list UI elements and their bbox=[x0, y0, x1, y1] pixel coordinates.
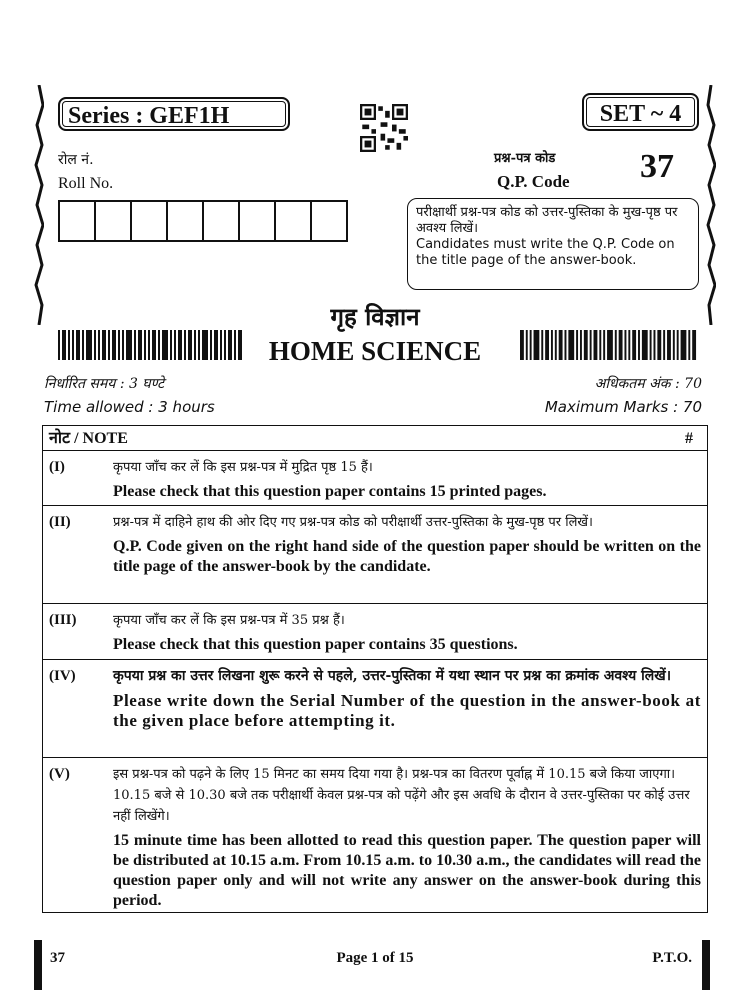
roll-no-box[interactable] bbox=[276, 202, 312, 240]
note-number: (II) bbox=[49, 514, 71, 530]
roll-no-box[interactable] bbox=[204, 202, 240, 240]
footer-bar-right bbox=[702, 940, 710, 990]
qp-code-number: 37 bbox=[640, 148, 674, 185]
roll-no-label: Roll No. bbox=[58, 175, 114, 192]
note-number: (V) bbox=[49, 766, 70, 782]
note-text-hindi: इस प्रश्न-पत्र को पढ़ने के लिए 15 मिनट का समय दिया गया है। प्रश्न-पत्र का वितरण पूर्वाह्न में 10.15 बजे किया जाएगा। 10.15 बजे से 10.30 बजे तक परीक्षार्थी केवल प्रश्न-पत्र को पढ़ेंगे और इस अवधि के दौरान वे उत्तर-पुस्तिका पर कोई उत्तर नहीं लिखेंगे। bbox=[113, 767, 690, 824]
note-row bbox=[43, 758, 707, 912]
notes-heading: नोट / NOTE bbox=[49, 430, 128, 447]
roll-no-label-hindi: रोल नं. bbox=[58, 152, 94, 168]
candidate-instruction-hindi: परीक्षार्थी प्रश्न-पत्र कोड को उत्तर-पुस्तिका के मुख-पृष्ठ पर अवश्य लिखें। bbox=[416, 205, 678, 236]
note-row bbox=[43, 506, 707, 604]
time-allowed: Time allowed : 3 hours bbox=[44, 398, 215, 416]
left-margin-marks bbox=[34, 85, 44, 325]
maximum-marks: Maximum Marks : 70 bbox=[544, 398, 702, 416]
qp-code-label: Q.P. Code bbox=[497, 172, 570, 191]
roll-no-box[interactable] bbox=[240, 202, 276, 240]
note-text: Please check that this question paper contains 35 questions. bbox=[113, 636, 518, 653]
qr-code-icon bbox=[360, 104, 408, 152]
candidate-instruction-english: Candidates must write the Q.P. Code on the title page of the answer-book. bbox=[416, 237, 675, 268]
note-text-hindi: कृपया जाँच कर लें कि इस प्रश्न-पत्र में मुद्रित पृष्ठ 15 हैं। bbox=[113, 460, 373, 475]
subject-title: HOME SCIENCE bbox=[268, 336, 482, 366]
roll-no-box[interactable] bbox=[312, 202, 346, 240]
note-row bbox=[43, 604, 707, 660]
roll-no-box[interactable] bbox=[60, 202, 96, 240]
footer-qp-code: 37 bbox=[50, 950, 65, 966]
roll-no-boxes[interactable] bbox=[58, 200, 348, 242]
notes-table bbox=[42, 425, 708, 913]
note-text: Please check that this question paper contains 15 printed pages. bbox=[113, 483, 547, 500]
roll-no-box[interactable] bbox=[168, 202, 204, 240]
notes-hash: # bbox=[685, 430, 693, 447]
pto-label: P.T.O. bbox=[652, 950, 692, 966]
subject-title-hindi: गृह विज्ञान bbox=[330, 302, 420, 331]
note-row bbox=[43, 660, 707, 758]
note-text-hindi: कृपया जाँच कर लें कि इस प्रश्न-पत्र में 35 प्रश्न हैं। bbox=[113, 613, 345, 628]
note-number: (I) bbox=[49, 459, 65, 475]
set-label: SET ~ 4 bbox=[582, 93, 699, 131]
page-number: Page 1 of 15 bbox=[336, 950, 414, 966]
note-text-hindi: कृपया प्रश्न का उत्तर लिखना शुरू करने से पहले, उत्तर-पुस्तिका में यथा स्थान पर प्रश्न का क्रमांक अवश्य लिखें। bbox=[113, 668, 672, 684]
candidate-instruction-box bbox=[407, 198, 699, 290]
time-allowed-hindi: निर्धारित समय : 3 घण्टे bbox=[44, 376, 165, 392]
note-number: (III) bbox=[49, 612, 77, 628]
note-text: Q.P. Code given on the right hand side of the question paper should be written on the title page of the answer-book by the candidate. bbox=[113, 538, 701, 575]
note-row bbox=[43, 451, 707, 506]
notes-header bbox=[43, 426, 707, 451]
right-margin-marks bbox=[706, 85, 716, 325]
roll-no-box[interactable] bbox=[132, 202, 168, 240]
qp-code-label-hindi: प्रश्न-पत्र कोड bbox=[494, 151, 556, 166]
maximum-marks-hindi: अधिकतम अंक : 70 bbox=[594, 376, 702, 392]
note-text: 15 minute time has been allotted to read this question paper. The question paper will be distributed at 10.15 a.m. From 10.15 a.m. to 10.30 a.m., the candidates will read the question paper only and will not write any answer on the answer-book during this period. bbox=[113, 832, 701, 909]
series-label: Series : GEF1H bbox=[58, 97, 290, 131]
note-number: (IV) bbox=[49, 668, 76, 684]
note-text: Please write down the Serial Number of the question in the answer-book at the given place before attempting it. bbox=[113, 691, 701, 730]
roll-no-box[interactable] bbox=[96, 202, 132, 240]
note-text-hindi: प्रश्न-पत्र में दाहिने हाथ की ओर दिए गए प्रश्न-पत्र कोड को परीक्षार्थी उत्तर-पुस्तिका के मुख-पृष्ठ पर लिखें। bbox=[113, 515, 593, 530]
